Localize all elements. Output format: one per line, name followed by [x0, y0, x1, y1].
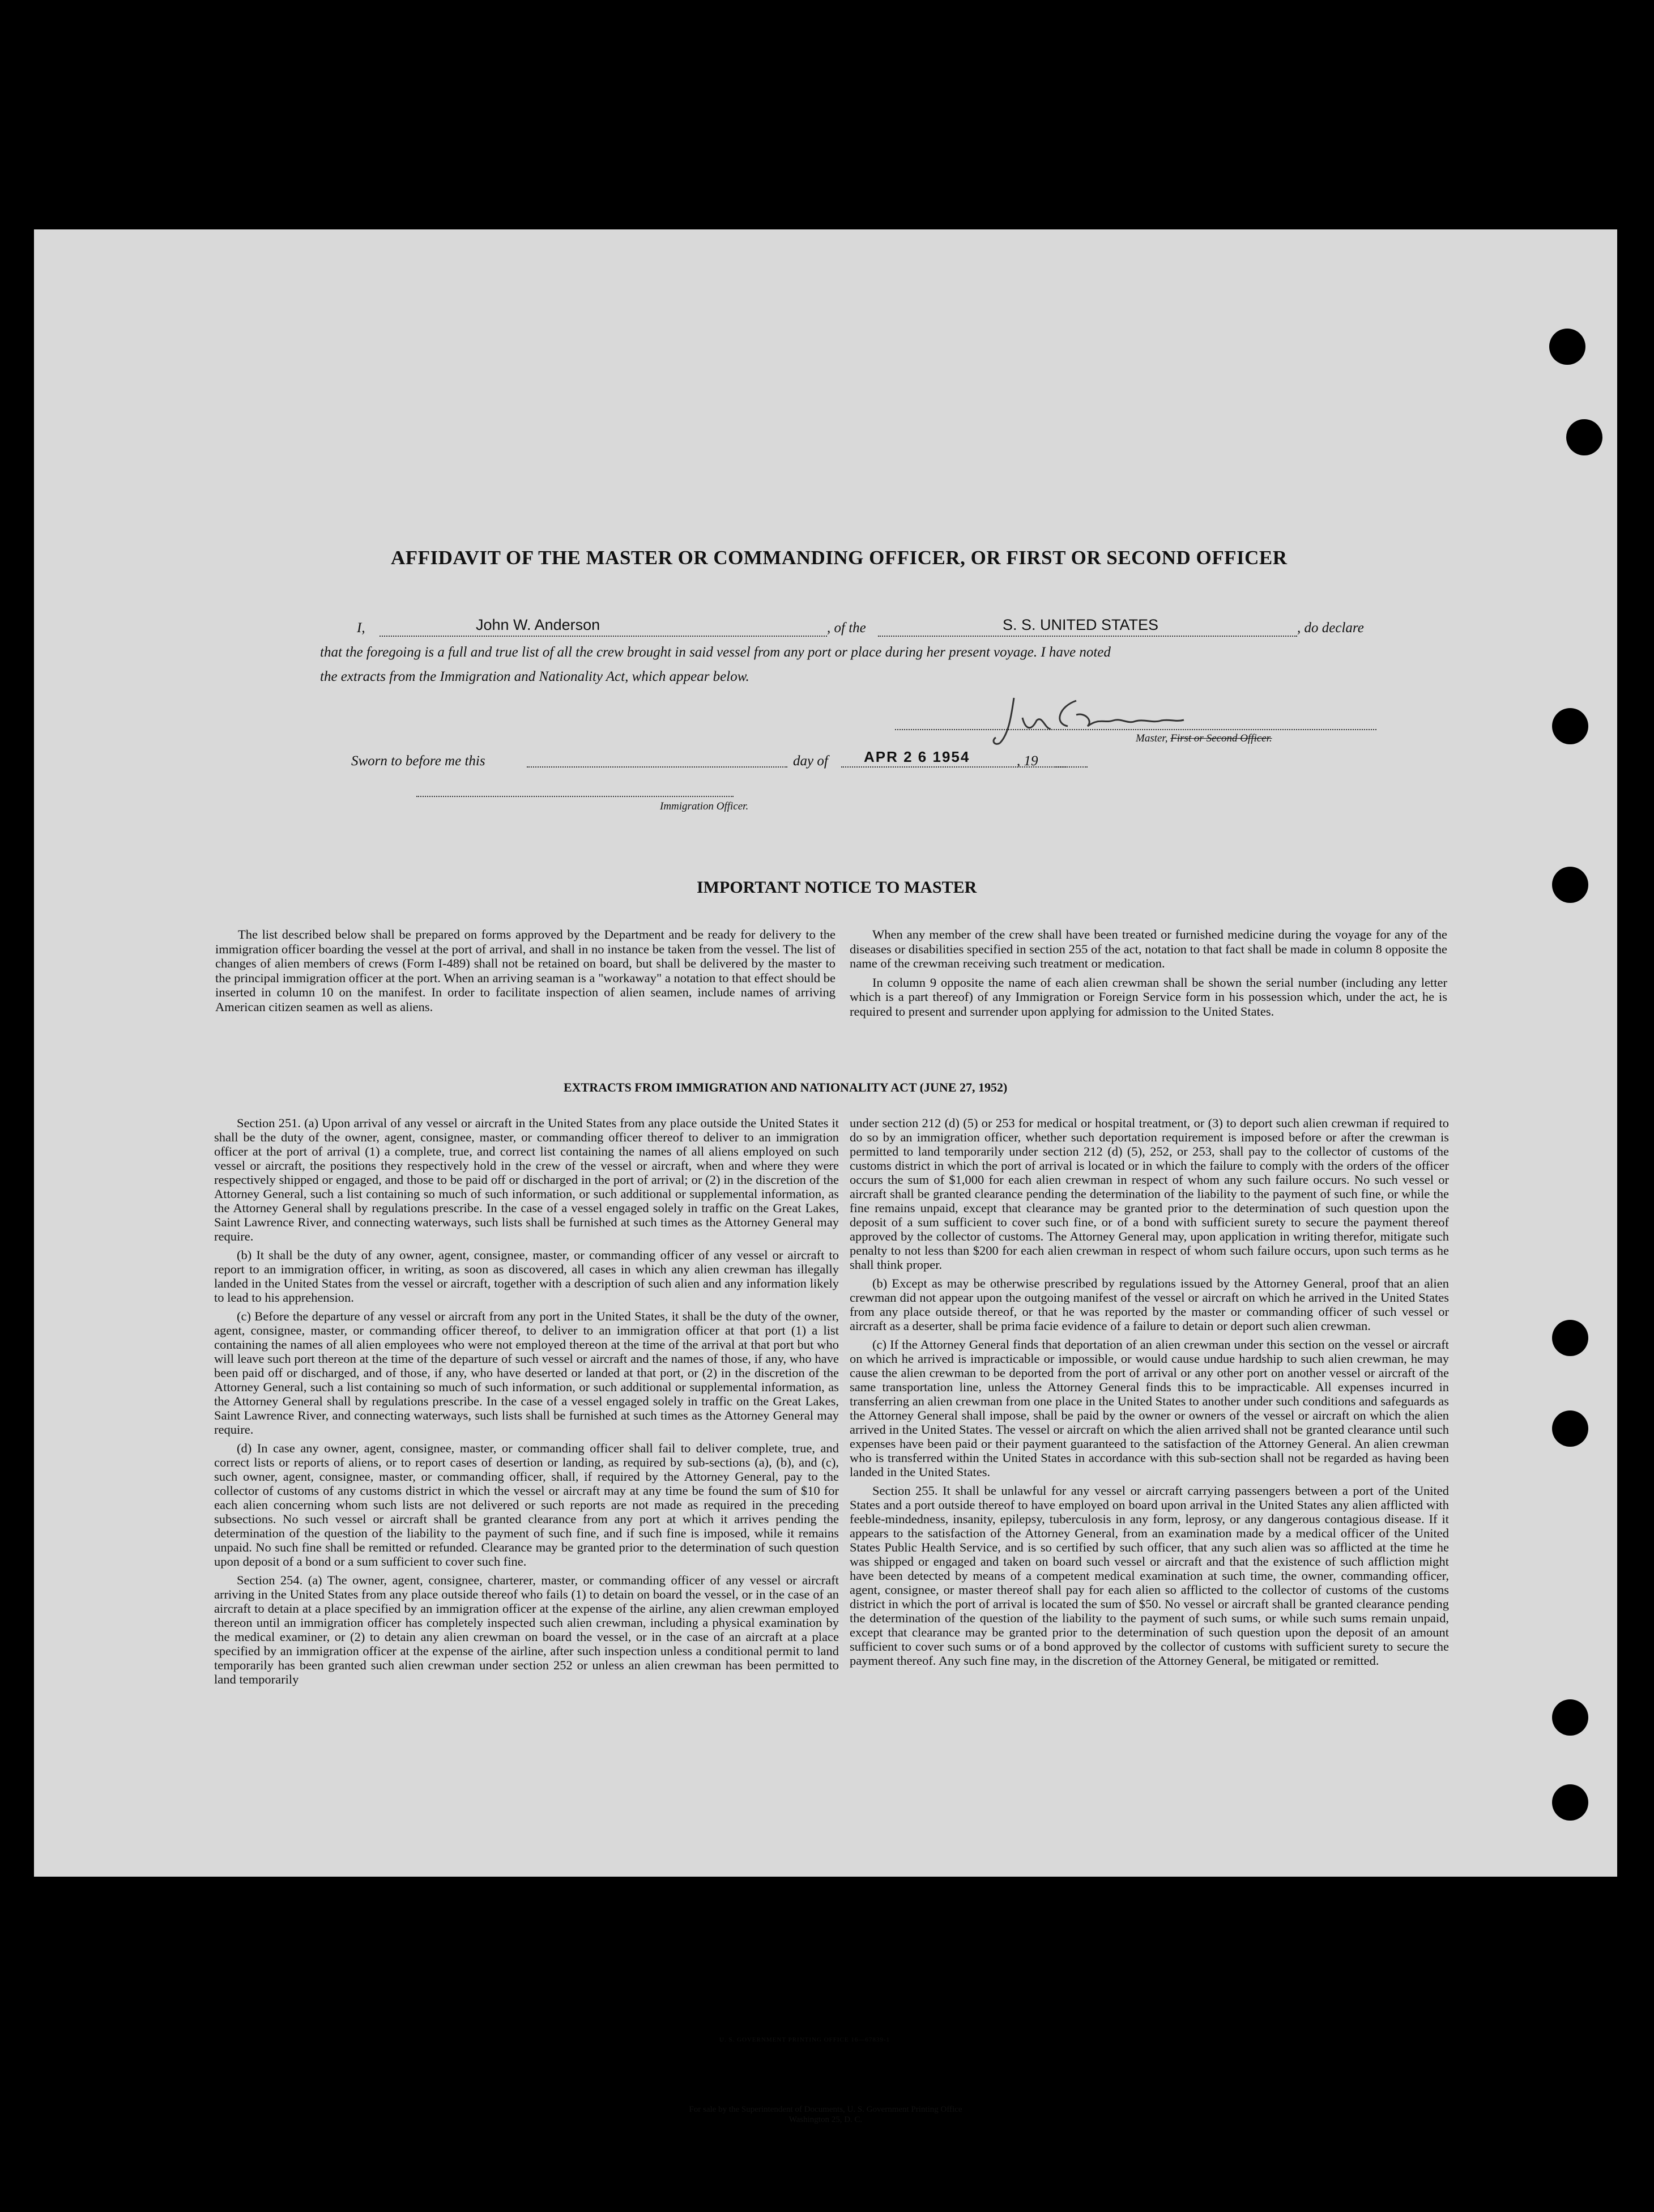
sworn-label: Sworn to before me this [351, 753, 485, 769]
punch-hole [1552, 1320, 1588, 1356]
notice-left-paragraph: The list described below shall be prepared on forms approved by the Department and be ready for delivery to the immigration officer boarding the vessel at the port of arrival, and shall in no instance be taken from the vessel. The list of changes of alien members of crews (Form I-489) shall not be retained on board, but shall be delivered by the master to the principal immigration officer at the port. When an arriving seaman is a "workaway" a notation to that effect should be inserted in column 10 on the manifest. In order to facilitate inspection of alien seamen, include names of arriving American citizen seamen as well as aliens. [215, 927, 835, 1014]
section-251-b: (b) It shall be the duty of any owner, agent, consignee, master, or commanding officer of any vessel or aircraft to report to an immigration officer, in writing, as soon as discovered, all cases in which any alien crewman has illegally landed in the United States from the vessel or aircraft, together with a description of such alien and any information likely to lead to his apprehension. [214, 1248, 839, 1305]
year-line [1054, 766, 1088, 768]
extracts-heading: EXTRACTS FROM IMMIGRATION AND NATIONALITY ACT (JUNE 27, 1952) [564, 1080, 1008, 1094]
punch-hole [1552, 1410, 1588, 1447]
section-251-d: (d) In case any owner, agent, consignee, master, or commanding officer shall fail to deliver complete, true, and correct lists or reports of aliens, or to report cases of desertion or landing, as required by sub-sections (a), (b), and (c), such owner, agent, consignee, master, or commanding officer, shall, if required by the Attorney General, pay to the collector of customs of any customs district in which the vessel or aircraft may at any time be found the sum of $10 for each alien concerning whom such lists are not delivered or such reports are not made as required in the preceding subsections. No such vessel or aircraft shall be granted clearance from any port at which it arrives pending the determination of the question of the liability to the payment of such fine, and if such fine is imposed, while it remains unpaid. No such fine shall be remitted or refunded. Clearance may be granted prior to the determination of such question upon deposit of a bond or a sum sufficient to cover such fine. [214, 1441, 839, 1569]
immigration-officer-line [416, 796, 734, 797]
master-title: Master, First or Second Officer. [1136, 732, 1272, 744]
section-254-a-continued: under section 212 (d) (5) or 253 for medical or hospital treatment, or (3) to deport such alien crewman if required to do so by an immigration officer, whether such deportation requirement is imposed before or after the crewman is permitted to land temporarily under section 212 (d) (5), 252, or 253, shall pay to the collector of customs of the customs district in which the port of arrival is located or in which the failure to comply with the orders of the officer occurs the sum of $1,000 for each alien crewman in respect of whom any such failure occurs. No such vessel or aircraft shall be granted clearance pending the determination of the liability to the payment of such fine, or while the fine remains unpaid, except that clearance may be granted prior to the determination of such question upon the deposit of a sum sufficient to cover such fine, or of a bond with sufficient surety to secure the payment thereof approved by the collector of customs. The Attorney General may, upon application in writing therefor, mitigate such penalty to not less than $200 for each alien crewman in respect of whom such failure occurs, upon such terms as he shall think proper. [850, 1116, 1449, 1272]
notice-heading: IMPORTANT NOTICE TO MASTER [697, 878, 977, 897]
vessel-line [878, 616, 1297, 637]
extracts-right-column [850, 1116, 1449, 1672]
master-name-line [380, 616, 827, 637]
immigration-officer-label: Immigration Officer. [660, 800, 749, 812]
extracts-left-column [214, 1116, 839, 1691]
punch-hole [1552, 867, 1588, 903]
date-stamp: APR 2 6 1954 [864, 748, 970, 765]
section-251-a: Section 251. (a) Upon arrival of any vessel or aircraft in the United States from any place outside the United States it shall be the duty of the owner, agent, consignee, master, or commanding officer thereof to deliver to an immigration officer at the port of arrival (1) a complete, true, and correct list containing the names of all aliens employed on such vessel or aircraft, the positions they respectively hold in the crew of the vessel or aircraft, when and where they were respectively shipped or engaged, and those to be paid off or discharged in the port of arrival; or (2) in the discretion of the Attorney General, such a list containing so much of such information, or such additional or supplemental information, as the Attorney General shall by regulations prescribe. In the case of a vessel engaged solely in traffic on the Great Lakes, Saint Lawrence River, and connecting waterways, such lists shall be furnished at such times as the Attorney General may require. [214, 1116, 839, 1243]
year-prefix: , 19 [1017, 753, 1038, 769]
gpo-imprint: U. S. GOVERNMENT PRINTING OFFICE 16—67839-1 [719, 2036, 890, 2043]
punch-hole [1552, 1699, 1588, 1736]
master-signature [991, 689, 1229, 757]
section-254-c: (c) If the Attorney General finds that deportation of an alien crewman under this section on the vessel or aircraft on which he arrived is impracticable or impossible, or would cause undue hardship to such alien crewman, he may cause the alien crewman to be deported from the port of arrival or any other port on another vessel or aircraft of the same transportation line, unless the Attorney General finds this to be impracticable. All expenses incurred in transferring an alien crewman from one place in the United States to another under such conditions and safeguards as the Attorney General shall impose, shall be paid by the owner or owners of the vessel or aircraft on which the alien arrived in the United States. The vessel or aircraft on which the alien arrived shall not be granted clearance until such expenses have been paid or their payment guaranteed to the satisfaction of the Attorney General. An alien crewman who is transferred within the United States in accordance with this sub-section shall not be regarded as having been landed in the United States. [850, 1337, 1449, 1479]
punch-hole [1552, 1784, 1588, 1821]
notice-right-paragraphs: When any member of the crew shall have been treated or furnished medicine during the voyage for any of the diseases or disabilities specified in section 255 of the act, notation to that fact shall be made in column 8 opposite the name of the crewman receiving such treatment or medication. In column 9 opposite the name of each alien crewman shall be shown the serial number (including any letter which is a part thereof) of any Immigration or Foreign Service form in his possession which, under the act, he is required to present and surrender upon applying for admission to the United States. [850, 927, 1447, 1018]
document-page [34, 229, 1617, 2124]
punch-hole [1552, 708, 1588, 744]
declaration-statement-2: the extracts from the Immigration and Nationality Act, which appear below. [320, 669, 749, 684]
day-of-label: day of [793, 753, 828, 769]
of-the-label: , of the [827, 620, 866, 636]
section-251-c: (c) Before the departure of any vessel or aircraft from any port in the United States, it shall be the duty of the owner, agent, consignee, master, or commanding officer thereof, to deliver to an immigration officer at that port (1) a list containing the names of all alien employees who were not employed thereon at the time of the arrival at that port but who will leave such port thereon at the time of the departure of such vessel or aircraft and the names of those, if any, who have been paid off or discharged, and of those, if any, who have deserted or landed at that port, or (2) in the discretion of the Attorney General, such a list containing so much of such information, or such additional or supplemental information, as the Attorney General shall by regulations prescribe. In the case of a vessel engaged solely in traffic on the Great Lakes, Saint Lawrence River, and connecting waterways, such lists shall be furnished at such times as the Attorney General may require. [214, 1309, 839, 1437]
section-255: Section 255. It shall be unlawful for any vessel or aircraft carrying passengers between a port of the United States and a port outside thereof to have employed on board upon arrival in the United States any alien afflicted with feeble-mindedness, insanity, epilepsy, tuberculosis in any form, leprosy, or any dangerous contagious disease. If it appears to the satisfaction of the Attorney General, from an examination made by a medical officer of the United States Public Health Service, and is so certified by such officer, that any such alien was so afflicted at the time he was shipped or engaged and taken on board such vessel or aircraft and that the existence of such affliction might have been detected by means of a competent medical examination at such time, the owner, commanding officer, agent, consignee, or master thereof shall pay for each alien so afflicted to the collector of customs of the customs district in which the port of arrival is located the sum of $50. No vessel or aircraft shall be granted clearance pending the determination of the question of the liability to the payment of such sums, or while such sums remain unpaid, except that clearance may be granted prior to the determination of such question upon the deposit of an amount sufficient to cover such sums or of a bond approved by the collector of customs with sufficient surety to secure the payment thereof. Any such fine may, in the discretion of the Attorney General, be mitigated or remitted. [850, 1484, 1449, 1668]
signature-line [895, 729, 1376, 730]
do-declare-label: , do declare [1297, 620, 1364, 636]
punch-hole [1549, 329, 1585, 365]
sale-notice: For sale by the Superintendent of Documents, U. S. Government Printing Office Washington 25, D. C. [689, 2105, 962, 2124]
master-name: John W. Anderson [476, 616, 600, 633]
section-254-b: (b) Except as may be otherwise prescribed by regulations issued by the Attorney General, proof that an alien crewman did not appear upon the outgoing manifest of the vessel or aircraft on which he arrived in the United States from any place outside thereof, or that he was reported by the master or commanding officer of such vessel or aircraft as a deserter, shall be prima facie evidence of a failure to detain or deport such alien crewman. [850, 1276, 1449, 1333]
declaration-statement-1: that the foregoing is a full and true list of all the crew brought in said vessel from any port or place during her present voyage. I have noted [320, 645, 1111, 660]
section-254-a: Section 254. (a) The owner, agent, consignee, charterer, master, or commanding officer of any vessel or aircraft arriving in the United States from any place outside thereof who fails (1) to detain on board the vessel, or in the case of an aircraft to detain at a place specified by an immigration officer at the expense of the airline, any alien crewman employed thereon until an immigration officer has completely inspected such alien crewman, including a physical examination by the medical examiner, or (2) to detain any alien crewman on board the vessel, or in the case of an aircraft at a place specified by an immigration officer at the expense of the airline, after such inspection unless a conditional permit to land temporarily has been granted such alien crewman under section 252 or unless an alien crewman has been permitted to land temporarily [214, 1573, 839, 1686]
struck-officer-label: First or Second Officer. [1170, 732, 1272, 744]
declaration-prefix: I, [357, 620, 365, 636]
sworn-day-line [527, 766, 787, 768]
form-title: AFFIDAVIT OF THE MASTER OR COMMANDING OFFICER, OR FIRST OR SECOND OFFICER [391, 547, 1288, 569]
vessel-name: S. S. UNITED STATES [1003, 616, 1159, 633]
punch-hole [1566, 419, 1602, 455]
